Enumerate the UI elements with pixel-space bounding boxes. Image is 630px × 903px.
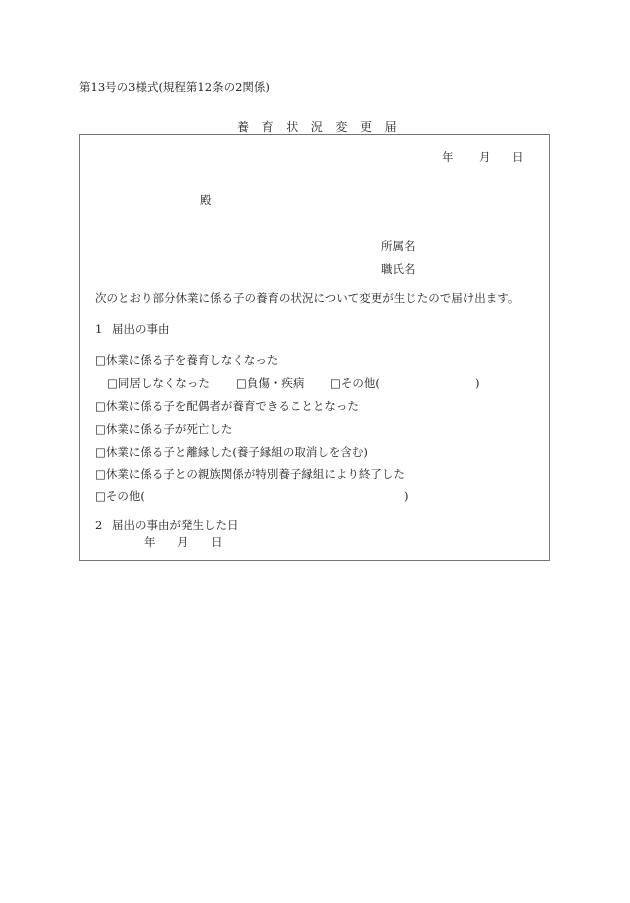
section1-label: 届出の事由 [112, 322, 170, 336]
date-day: 日 [512, 150, 524, 164]
sub-reason-checkbox[interactable]: □その他( [330, 376, 380, 390]
close-paren: ) [475, 376, 480, 390]
affiliation-label: 所属名 [381, 239, 416, 253]
reason-checkbox[interactable]: □休業に係る子と離縁した(養子縁組の取消しを含む) [95, 445, 368, 459]
document-title: 養育状況変更届 [237, 120, 410, 134]
form-box [79, 134, 550, 561]
section2-number: 2 [95, 518, 103, 532]
close-paren: ) [404, 489, 409, 503]
occurrence-year: 年 [144, 535, 156, 549]
occurrence-month: 月 [177, 535, 189, 549]
section2-label: 届出の事由が発生した日 [112, 518, 239, 532]
reason-checkbox[interactable]: □休業に係る子との親族関係が特別養子縁組により終了した [95, 467, 405, 481]
addressee-suffix: 殿 [200, 193, 212, 207]
section1-number: 1 [95, 322, 103, 336]
statement: 次のとおり部分休業に係る子の養育の状況について変更が生じたので届け出ます。 [95, 291, 520, 305]
date-month: 月 [479, 150, 491, 164]
sub-reason-checkbox[interactable]: □負傷・疾病 [236, 376, 305, 390]
sub-reason-checkbox[interactable]: □同居しなくなった [107, 376, 210, 390]
reason-checkbox[interactable]: □休業に係る子を配偶者が養育できることとなった [95, 399, 359, 413]
reason-checkbox[interactable]: □休業に係る子を養育しなくなった [95, 353, 279, 367]
date-year: 年 [442, 150, 454, 164]
position-name-label: 職氏名 [381, 262, 416, 276]
other-checkbox[interactable]: □その他( [95, 489, 145, 503]
form-number-header: 第13号の3様式(規程第12条の2関係) [79, 80, 270, 94]
reason-checkbox[interactable]: □休業に係る子が死亡した [95, 422, 233, 436]
occurrence-day: 日 [211, 535, 223, 549]
